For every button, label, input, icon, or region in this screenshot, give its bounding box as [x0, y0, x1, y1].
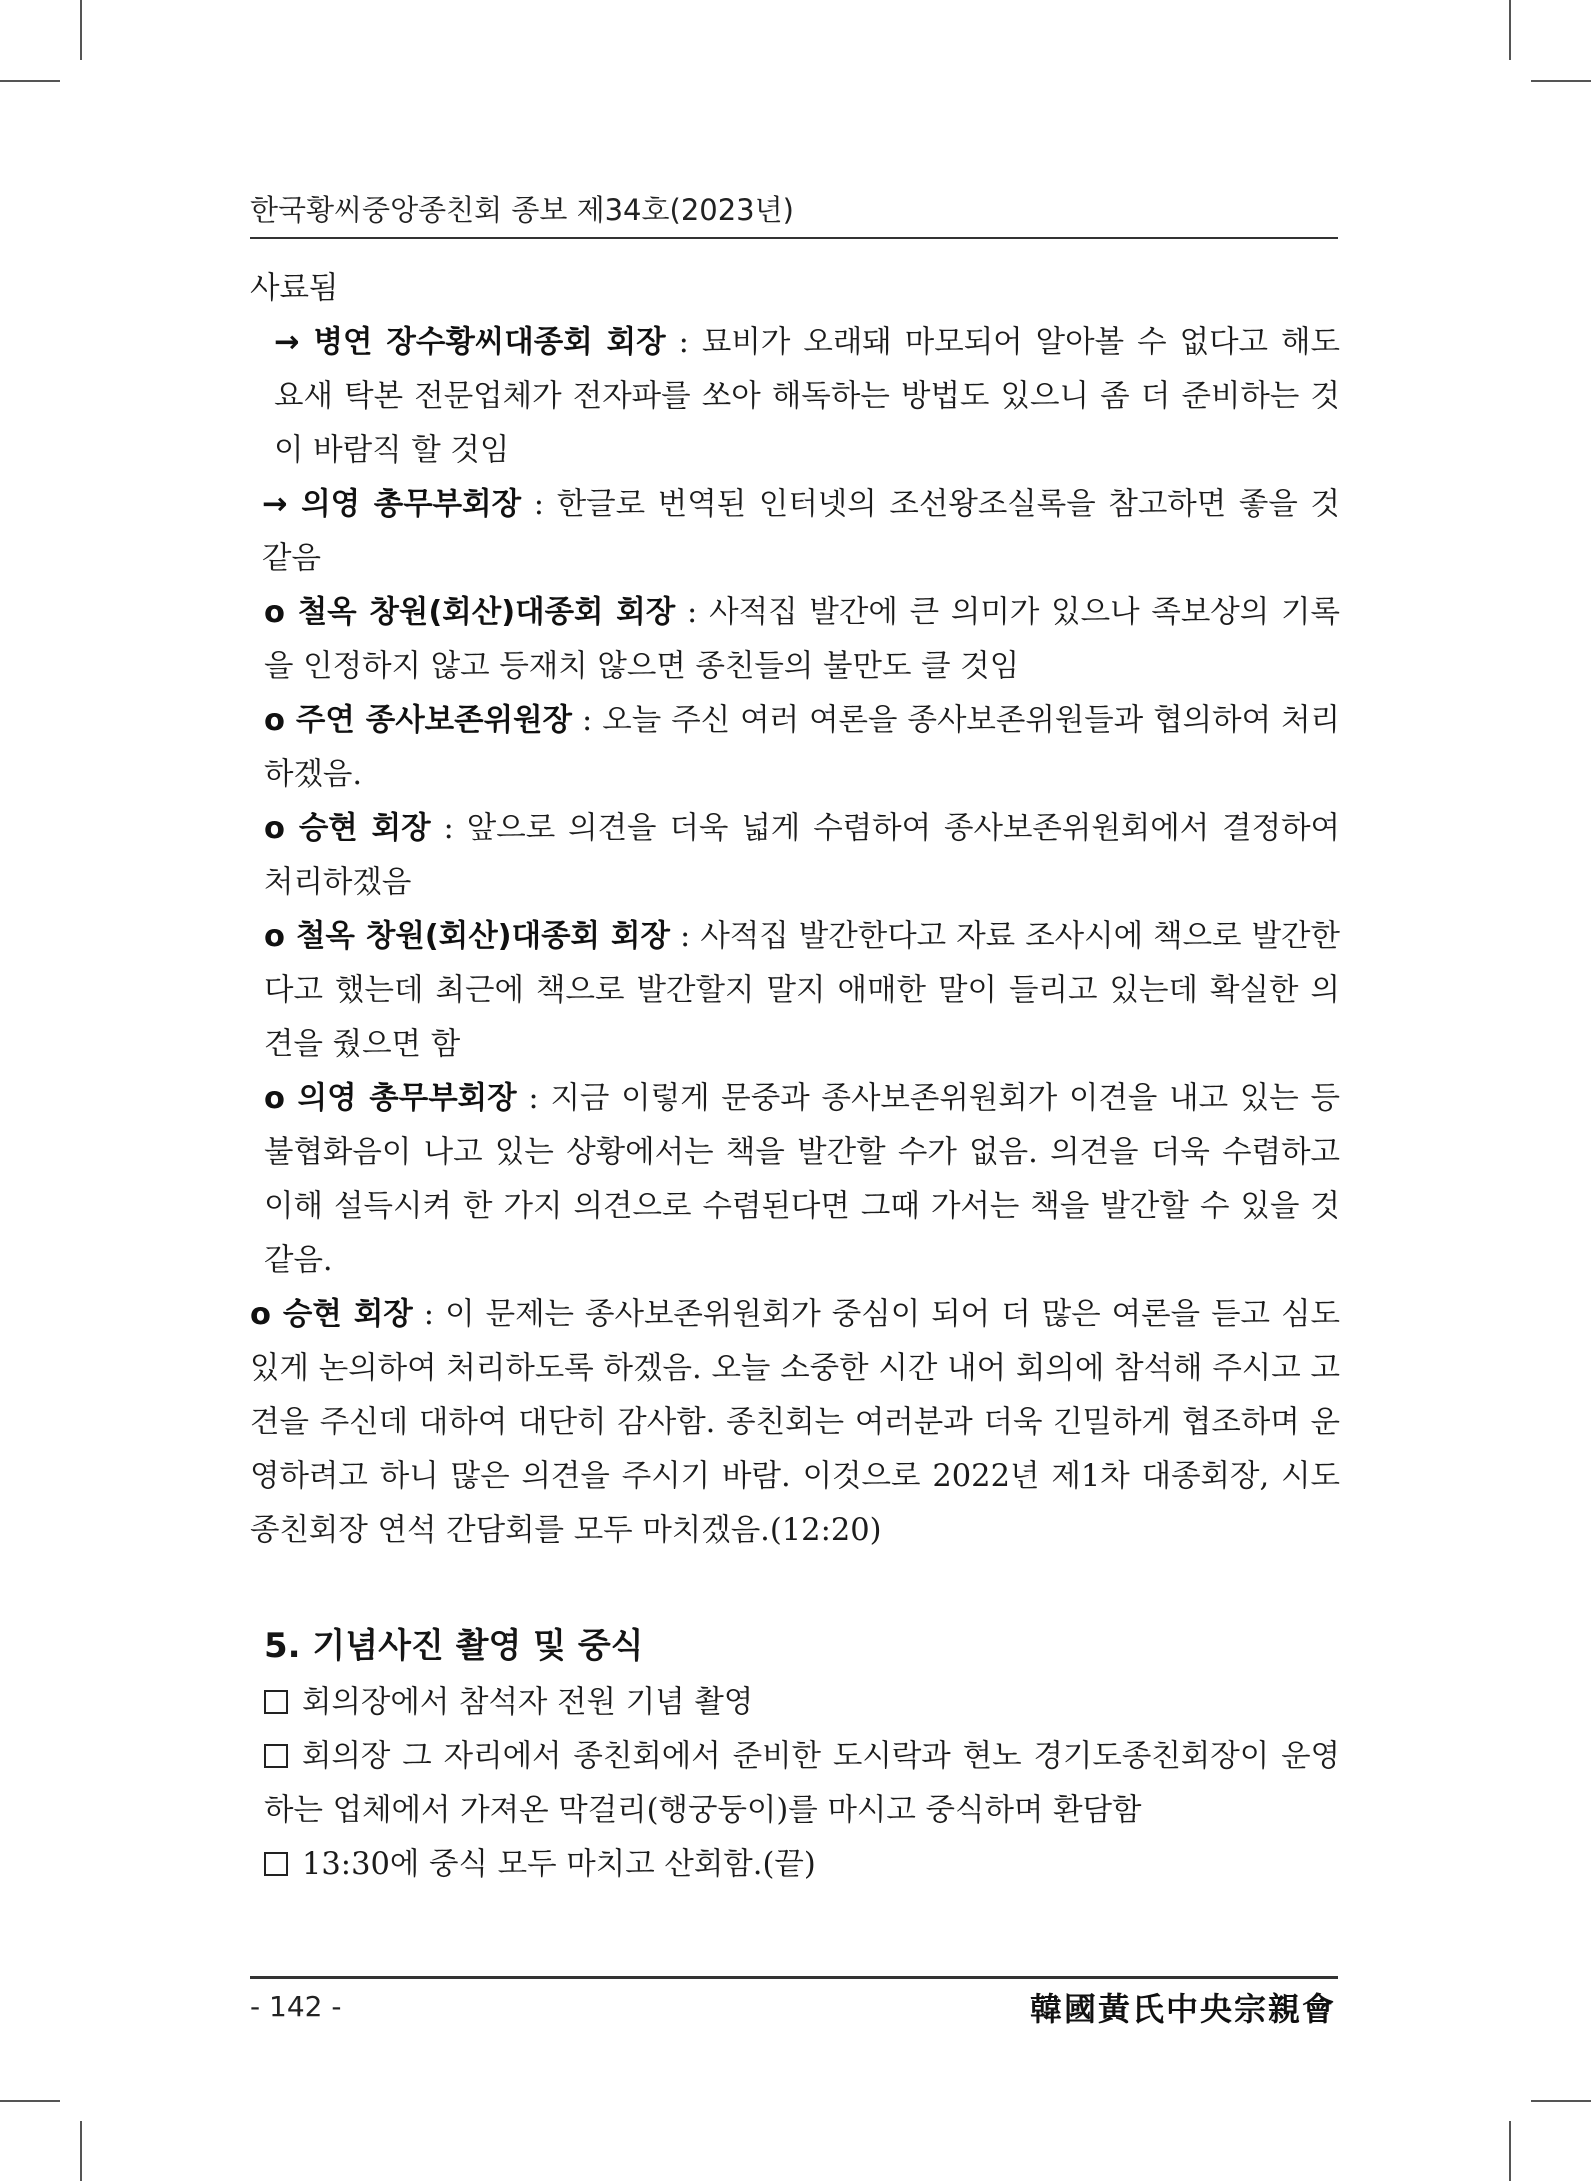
- speaker-name: 승현 회장: [298, 811, 431, 846]
- speaker-name: 승현 회장: [282, 1297, 413, 1332]
- footer-rule: [250, 1976, 1338, 1979]
- crop-mark: [1509, 0, 1511, 60]
- bullet-marker: o: [264, 703, 296, 738]
- speaker-name: 의영 총무부회장: [297, 1081, 517, 1116]
- speaker-name: 의영 총무부회장: [301, 487, 522, 522]
- crop-mark: [80, 0, 82, 60]
- checkbox-icon: [264, 1852, 288, 1876]
- bullet-marker: o: [264, 919, 296, 954]
- arrow-marker: →: [262, 487, 302, 522]
- crop-mark: [80, 2121, 82, 2181]
- paragraph-text: : 묘비가 오래돼 마모되어 알아볼 수 없다고 해도 요새 탁본 전문업체가 전자파를 쏘아 해독하는 방법도 있으니 좀 더 준비하는 것이 바람직 할 것임: [274, 325, 1340, 468]
- paragraph: [250, 316, 1340, 478]
- paragraph: [250, 586, 1340, 694]
- checklist-item-text: 회의장에서 참석자 전원 기념 촬영: [302, 1685, 754, 1720]
- footer-brand-logo: 韓國黃氏中央宗親會: [1029, 1990, 1336, 2028]
- running-header: 한국황씨중앙종친회 종보 제34호(2023년): [250, 193, 794, 227]
- bullet-marker: o: [264, 811, 299, 846]
- paragraph-text: 사료됨: [250, 271, 339, 306]
- paragraph: [250, 910, 1340, 1072]
- crop-mark: [1531, 80, 1591, 82]
- paragraph: [250, 1288, 1340, 1558]
- paragraph-text: : 이 문제는 종사보존위원회가 중심이 되어 더 많은 여론을 듣고 심도 있게 논의하여 처리하도록 하겠음. 오늘 소중한 시간 내어 회의에 참석해 주시고 고견을 주신데 대하여 대단히 감사함. 종친회는 여러분과 더욱 긴밀하게 협조하며 운영하려고 하니 많은 의견을 주시기 바람. 이것으로 2022년 제1차 대종회장, 시도종친회장 연석 간담회를 모두 마치겠음.(12:20): [250, 1297, 1340, 1548]
- paragraph: [250, 802, 1340, 910]
- checkbox-icon: [264, 1744, 288, 1768]
- speaker-name: 주연 종사보존위원장: [295, 703, 572, 738]
- checklist-item: [250, 1730, 1340, 1838]
- checkbox-icon: [264, 1690, 288, 1714]
- bullet-marker: o: [250, 1297, 283, 1332]
- page-number: - 142 -: [250, 1990, 342, 2023]
- header-rule: [250, 237, 1338, 239]
- crop-mark: [1531, 2100, 1591, 2102]
- speaker-name: 병연 장수황씨대종회 회장: [313, 325, 666, 360]
- checklist-item: [250, 1676, 1340, 1730]
- section-heading: 5. 기념사진 촬영 및 중식: [264, 1626, 644, 1666]
- bullet-marker: o: [264, 1081, 298, 1116]
- paragraph-text: : 한글로 번역된 인터넷의 조선왕조실록을 참고하면 좋을 것 같음: [262, 487, 1340, 576]
- paragraph-text: : 지금 이렇게 문중과 종사보존위원회가 이견을 내고 있는 등 불협화음이 나고 있는 상황에서는 책을 발간할 수가 없음. 의견을 더욱 수렴하고 이해 설득시켜 한 가지 의견으로 수렴된다면 그때 가서는 책을 발간할 수 있을 것 같음.: [264, 1081, 1340, 1278]
- paragraph-text: : 사적집 발간에 큰 의미가 있으나 족보상의 기록을 인정하지 않고 등재치 않으면 종친들의 불만도 클 것임: [264, 595, 1340, 684]
- paragraph-text: : 사적집 발간한다고 자료 조사시에 책으로 발간한다고 했는데 최근에 책으로 발간할지 말지 애매한 말이 들리고 있는데 확실한 의견을 줬으면 함: [264, 919, 1340, 1062]
- arrow-marker: →: [274, 325, 314, 360]
- paragraph: [250, 694, 1340, 802]
- document-body: [250, 262, 1340, 1892]
- crop-mark: [0, 80, 60, 82]
- paragraph: [250, 262, 1340, 316]
- speaker-name: 철옥 창원(회산)대종회 회장: [297, 595, 676, 630]
- crop-mark: [1509, 2121, 1511, 2181]
- checklist-item-text: 회의장 그 자리에서 종친회에서 준비한 도시락과 현노 경기도종친회장이 운영하는 업체에서 가져온 막걸리(행궁둥이)를 마시고 중식하며 환담함: [264, 1739, 1340, 1828]
- checklist-item-text: 13:30에 중식 모두 마치고 산회함.(끝): [302, 1847, 816, 1882]
- paragraph: [250, 478, 1340, 586]
- paragraph-text: : 오늘 주신 여러 여론을 종사보존위원들과 협의하여 처리하겠음.: [264, 703, 1340, 792]
- paragraph-text: : 앞으로 의견을 더욱 넓게 수렴하여 종사보존위원회에서 결정하여 처리하겠음: [264, 811, 1340, 900]
- paragraph: [250, 1072, 1340, 1288]
- checklist-item: [250, 1838, 1340, 1892]
- speaker-name: 철옥 창원(회산)대종회 회장: [295, 919, 670, 954]
- bullet-marker: o: [264, 595, 298, 630]
- crop-mark: [0, 2100, 60, 2102]
